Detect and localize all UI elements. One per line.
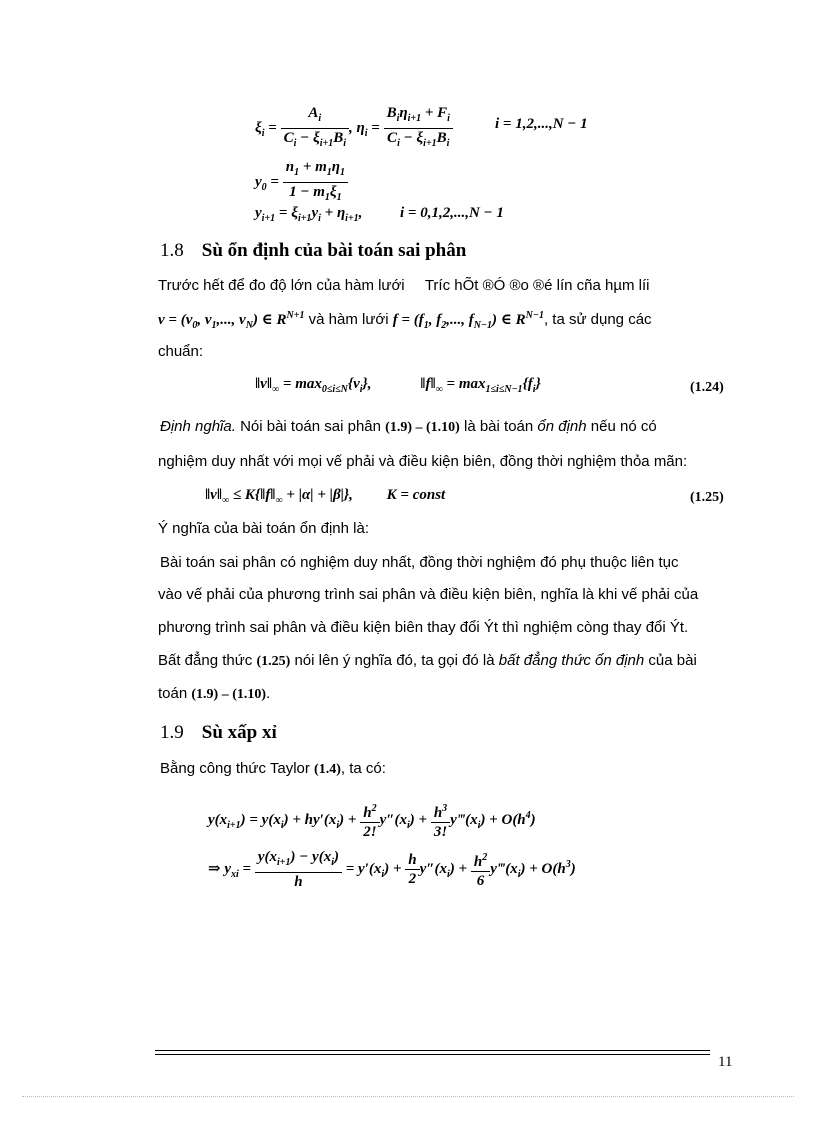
paragraph-line: Bất đẳng thức (1.25) nói lên ý nghĩa đó, ta gọi đó là bất đẳng thức ổn định của bài — [158, 652, 697, 669]
formula-y0: $y_0$ = $\frac{n_1 + m_1\eta_1}{1 - m_1\xi_1}$ — [255, 158, 348, 207]
definition-line: nghiệm duy nhất với mọi vế phải và điều kiện biên, đồng thời nghiệm thỏa mãn: — [158, 453, 688, 470]
formula-taylor-expansion: $y(x_{i+1}) = y(x_i) + hy'(x_i)$ + $\frac{h^2}{2!}$ $y''(x_i)$ + $\frac{h^3}{3!}$ $y‴(x_i) + O(h^4)$ — [208, 800, 536, 841]
equation-number: (1.24) — [690, 380, 724, 395]
definition-line: Định nghĩa. Nói bài toán sai phân (1.9) – (1.10) là bài toán ổn định nếu nó có — [160, 418, 657, 435]
formula-difference-quotient: ⇒ $y_{xi}$ = $\frac{y(x_{i+1}) - y(x_i)}{h}$ = $y'(x_i)$ + $\frac{h}{2}$ $y''(x_i)$ + $\frac{h^2}{6}$ $y‴(x_i) + O(h^3)$ — [208, 849, 576, 890]
formula-norms: $‖v‖_\infty = \max_{0\le i\le N}\{v_i\}$, $‖f‖_\infty = \max_{1\le i\le N-1}\{f_i\}$ — [255, 376, 541, 395]
paragraph-line: Bằng công thức Taylor (1.4), ta có: — [160, 760, 386, 777]
footer-rule — [155, 1054, 710, 1055]
paragraph-line: phương trình sai phân và điều kiện biên thay đổi Ýt thì nghiệm còng thay đổi Ýt. — [158, 619, 689, 636]
section-title: Sù xấp xỉ — [201, 722, 277, 743]
paragraph-line: Trước hết để đo độ lớn của hàm lưới Tríc hÕt ®Ó ®o ®é lín cña hµm líi — [158, 277, 650, 294]
paragraph-line: Ý nghĩa của bài toán ổn định là: — [158, 520, 369, 537]
page-edge — [22, 1096, 794, 1097]
paragraph-line: vào vế phải của phương trình sai phân và điều kiện biên, nghĩa là khi vế phải của — [158, 586, 699, 603]
paragraph-line: $v = (v_0$, $v_1$,..., $v_N$) ∈ $R^{N+1}$ và hàm lưới $f = (f_1$, $f_2$,..., $f_{N-1}$) ∈ $R^{N-1}$, ta sử dụng các — [158, 310, 652, 331]
section-number: 1.8 — [160, 240, 184, 261]
section-title: Sù ổn định của bài toán sai phân — [201, 240, 467, 261]
formula-stability: $‖v‖_\infty$ ≤ $K\{‖f‖_\infty + |\alpha| + |\beta|\}$, K = const — [205, 487, 446, 506]
paragraph-line: Bài toán sai phân có nghiệm duy nhất, đồng thời nghiệm đó phụ thuộc liên tục — [160, 554, 679, 571]
formula-recursion: $y_{i+1} = \xi_{i+1}y_i + \eta_{i+1}$, — [255, 205, 363, 224]
section-heading-1-9 — [160, 722, 277, 744]
formula-index-range-2: i = 0,1,2,...,N − 1 — [400, 205, 504, 221]
paragraph-line: toán (1.9) – (1.10). — [158, 685, 271, 702]
section-number: 1.9 — [160, 722, 184, 743]
formula-index-range-1: i = 1,2,...,N − 1 — [495, 116, 588, 132]
page-number: 11 — [718, 1054, 733, 1070]
section-heading-1-8 — [160, 240, 466, 262]
footer-rule — [155, 1050, 710, 1051]
formula-xi-eta: $\xi_i$ = $\frac{A_i}{C_i - \xi_{i+1}B_i}$ , $\eta_i$ = $\frac{B_i\eta_{i+1} + F_i}{C_i - \xi_{i+1}B_i}$ — [255, 104, 453, 153]
paragraph-line: chuẩn: — [158, 343, 204, 360]
equation-number: (1.25) — [690, 490, 724, 505]
